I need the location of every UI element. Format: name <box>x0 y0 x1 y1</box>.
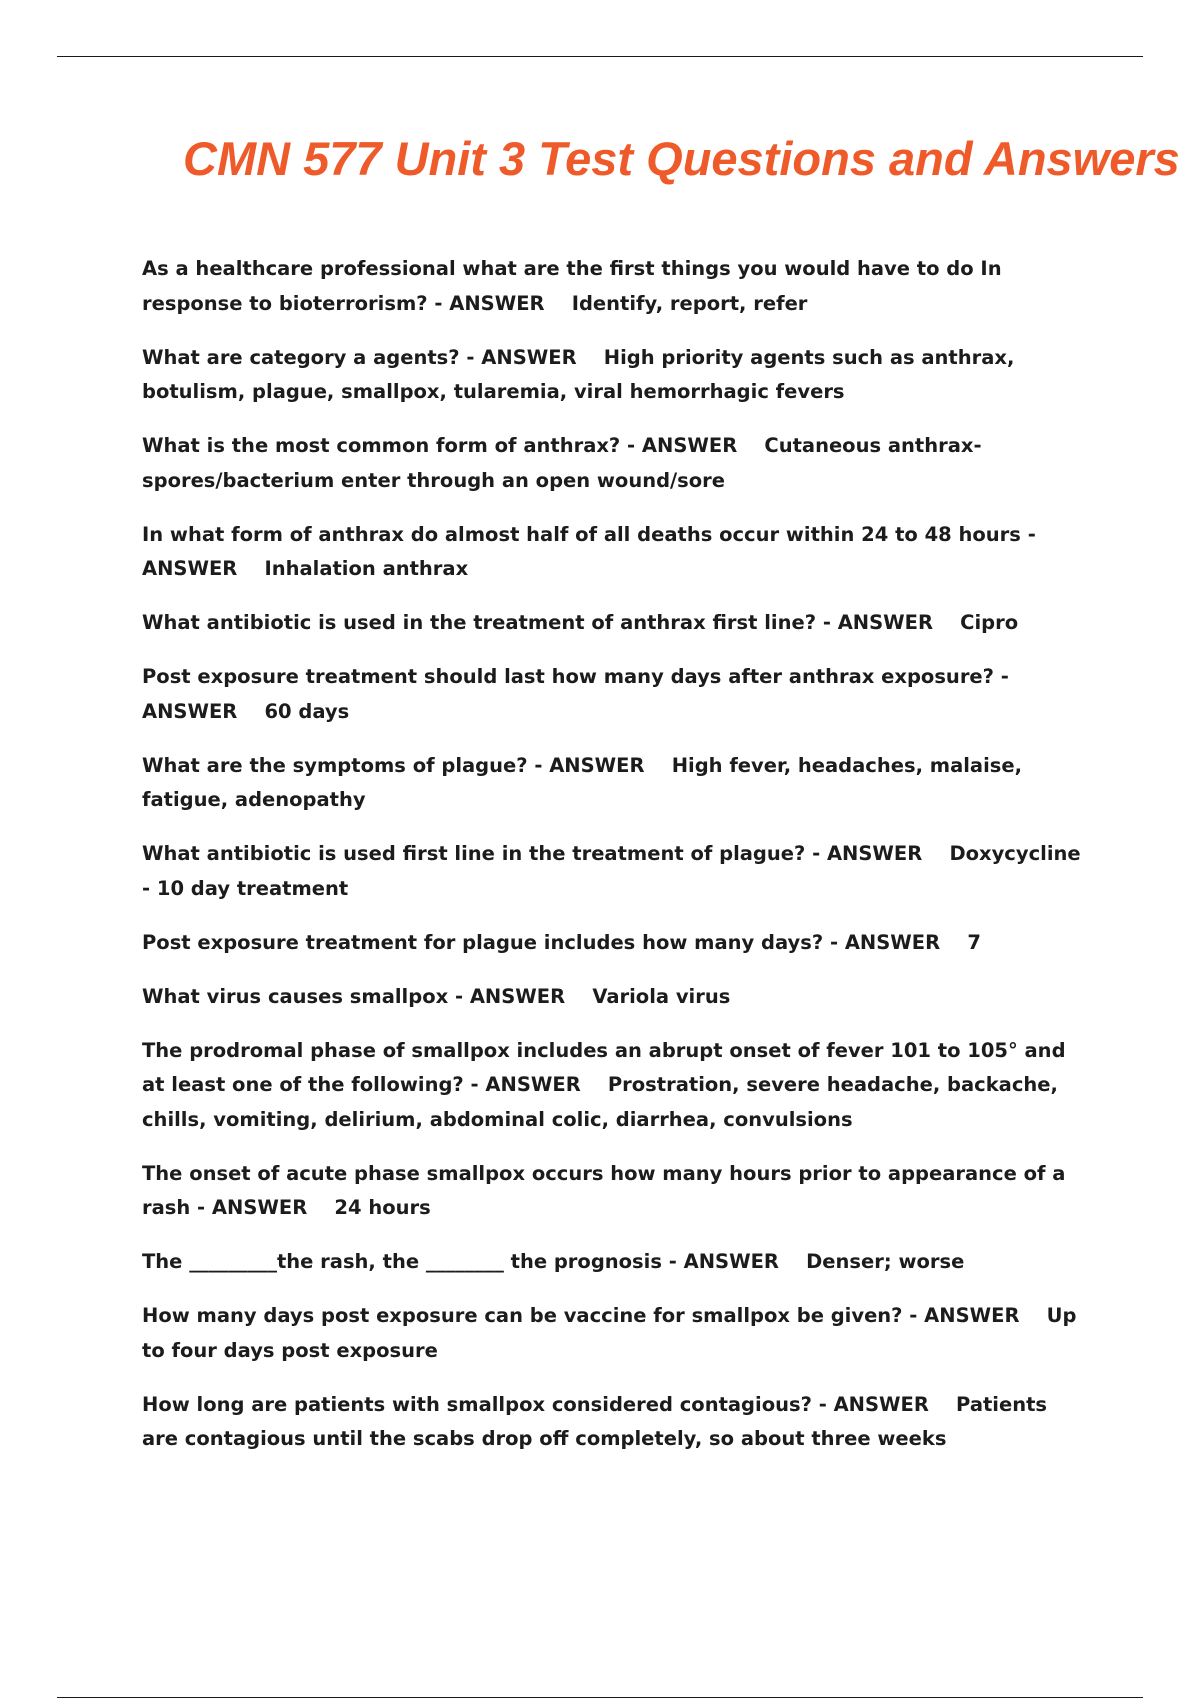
qa-item <box>142 660 1082 729</box>
qa-item <box>142 341 1082 410</box>
qa-item <box>142 1034 1082 1138</box>
question-text: How long are patients with smallpox considered contagious? <box>142 1392 812 1416</box>
answer-text: High fever, headaches, malaise, fatigue, adenopathy <box>142 753 1023 811</box>
answer-marker: - ANSWER <box>142 522 1036 580</box>
answer-text: Inhalation anthrax <box>264 557 469 580</box>
answer-text: Denser; worse <box>806 1250 965 1273</box>
answer-marker: - ANSWER <box>459 345 577 369</box>
answer-marker: - ANSWER <box>816 611 934 634</box>
answer-marker: - ANSWER <box>823 930 941 954</box>
question-text: What antibiotic is used first line in the treatment of plague? <box>142 842 806 865</box>
qa-list <box>142 252 1082 1476</box>
qa-item <box>142 1245 1082 1280</box>
question-text: What antibiotic is used in the treatment of anthrax first line? <box>142 611 817 634</box>
answer-marker: - ANSWER <box>805 842 923 865</box>
qa-item <box>142 837 1082 906</box>
qa-item <box>142 1157 1082 1226</box>
answer-text: Prostration, severe headache, backache, chills, vomiting, delirium, abdominal colic, diarrhea, convulsions <box>142 1073 1058 1131</box>
question-text: Post exposure treatment should last how many days after anthrax exposure? <box>142 665 994 688</box>
question-text: Post exposure treatment for plague includes how many days? <box>142 930 824 954</box>
qa-item <box>142 518 1082 587</box>
qa-item <box>142 980 1082 1015</box>
question-text: The _________the rash, the ________ the prognosis <box>142 1250 662 1273</box>
question-text: The prodromal phase of smallpox includes an abrupt onset of fever 101 to 105° and at least one of the following? <box>142 1038 1066 1096</box>
qa-item <box>142 429 1082 498</box>
answer-text: Up to four days post exposure <box>142 1304 1077 1362</box>
answer-text: Doxycycline - 10 day treatment <box>142 842 1081 900</box>
qa-item <box>142 1299 1082 1368</box>
top-rule <box>57 56 1143 57</box>
document-title: CMN 577 Unit 3 Test Questions and Answers <box>183 132 1180 185</box>
answer-marker: - ANSWER <box>620 434 738 457</box>
answer-text: Cutaneous anthrax- spores/bacterium enter through an open wound/sore <box>142 434 982 492</box>
answer-text: 7 <box>967 930 981 954</box>
question-text: What is the most common form of anthrax? <box>142 434 621 457</box>
answer-text: Identify, report, refer <box>571 291 808 315</box>
answer-marker: - ANSWER <box>902 1304 1020 1327</box>
question-text: What are category a agents? <box>142 345 460 369</box>
bottom-rule <box>57 1697 1143 1698</box>
qa-item <box>142 252 1082 321</box>
qa-item <box>142 1388 1082 1457</box>
answer-marker: - ANSWER <box>811 1392 929 1416</box>
question-text: As a healthcare professional what are the first things you would have to do In response to bioterrorism? <box>142 257 1002 315</box>
question-text: The onset of acute phase smallpox occurs how many hours prior to appearance of a rash <box>142 1161 1066 1219</box>
question-text: In what form of anthrax do almost half of all deaths occur within 24 to 48 hours <box>142 522 1021 546</box>
answer-text: High priority agents such as anthrax, botulism, plague, smallpox, tularemia, viral hemorrhagic fevers <box>142 345 1015 403</box>
qa-item <box>142 749 1082 818</box>
qa-item <box>142 606 1082 641</box>
question-text: How many days post exposure can be vaccine for smallpox be given? <box>142 1304 903 1327</box>
answer-text: Variola virus <box>592 984 731 1008</box>
answer-marker: - ANSWER <box>427 291 545 315</box>
question-text: What are the symptoms of plague? <box>142 753 528 777</box>
answer-marker: - ANSWER <box>463 1073 581 1096</box>
answer-marker: - ANSWER <box>448 984 566 1008</box>
qa-item <box>142 926 1082 961</box>
answer-text: Cipro <box>960 611 1019 634</box>
answer-marker: - ANSWER <box>142 665 1009 723</box>
answer-text: 60 days <box>264 699 350 723</box>
answer-marker: - ANSWER <box>661 1250 779 1273</box>
answer-marker: - ANSWER <box>527 753 645 777</box>
question-text: What virus causes smallpox <box>142 984 449 1008</box>
answer-text: Patients are contagious until the scabs drop off completely, so about three weeks <box>142 1392 1048 1450</box>
answer-marker: - ANSWER <box>190 1196 308 1219</box>
answer-text: 24 hours <box>334 1196 431 1219</box>
